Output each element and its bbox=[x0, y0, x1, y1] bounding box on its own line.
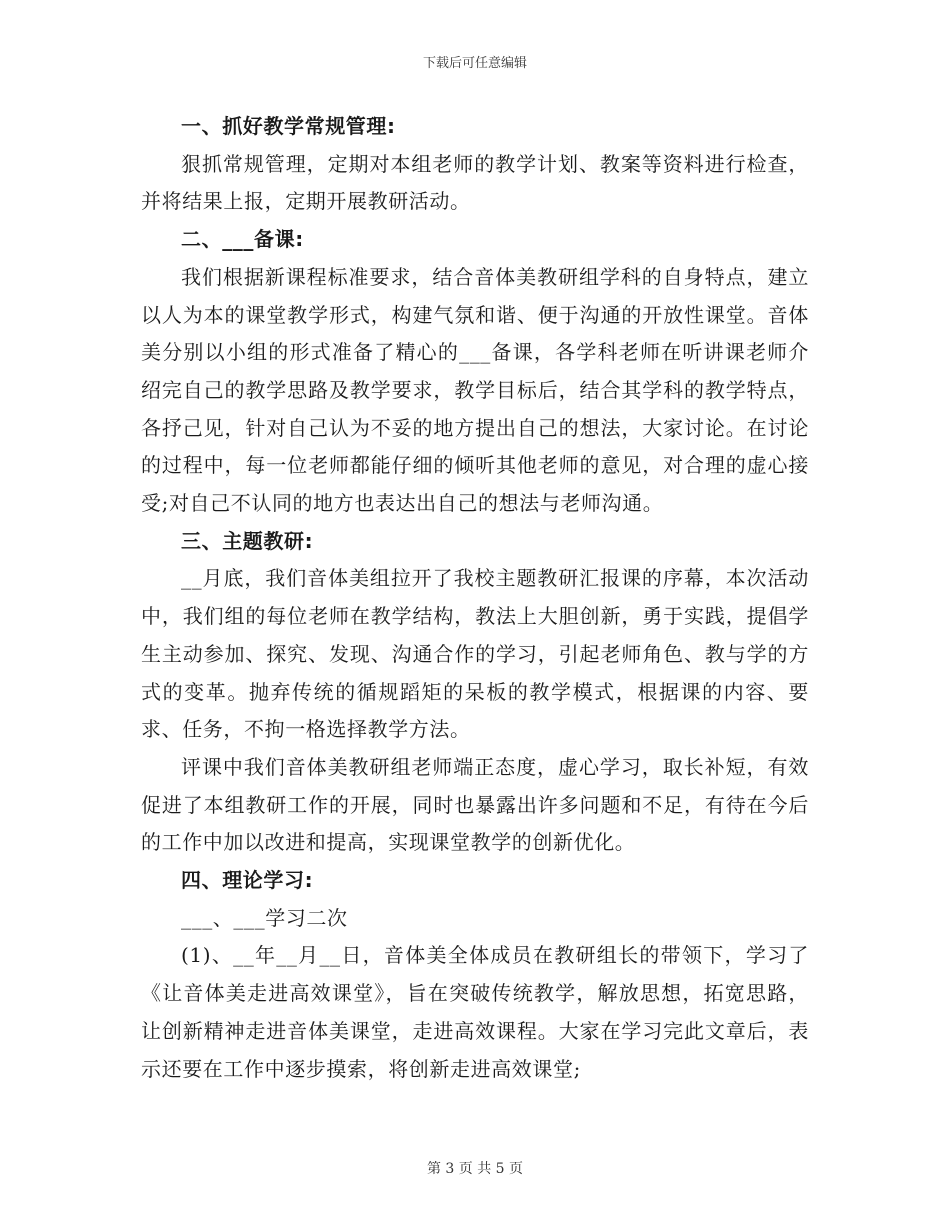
section-heading: 二、___备课: bbox=[181, 227, 304, 252]
body-paragraph: (1)、__年__月__日，音体美全体成员在教研组长的带领下，学习了《让音体美走进高效课堂》，旨在突破传统教学，解放思想，拓宽思路，让创新精神走进音体美课堂，走进高效课程。大家在学习完此文章后，表示还要在工作中逐步摸索，将创新走进高效课堂; bbox=[141, 943, 809, 1081]
body-paragraph: 评课中我们音体美教研组老师端正态度，虚心学习，取长补短，有效促进了本组教研工作的开展，同时也暴露出许多问题和不足，有待在今后的工作中加以改进和提高，实现课堂教学的创新优化。 bbox=[141, 754, 809, 855]
document-body bbox=[141, 108, 809, 1088]
section-heading: 四、理论学习: bbox=[181, 868, 314, 893]
page-number: 第 3 页 共 5 页 bbox=[426, 1161, 524, 1177]
body-paragraph: __月底，我们音体美组拉开了我校主题教研汇报课的序幕，本次活动中，我们组的每位老师在教学结构，教法上大胆创新，勇于实践，提倡学生主动参加、探究、发现、沟通合作的学习，引起老师角色、教与学的方式的变革。抛弃传统的循规蹈矩的呆板的教学模式，根据课的内容、要求、任务，不拘一格选择教学方法。 bbox=[141, 566, 809, 742]
body-paragraph: 我们根据新课程标准要求，结合音体美教研组学科的自身特点，建立以人为本的课堂教学形式，构建气氛和谐、便于沟通的开放性课堂。音体美分别以小组的形式准备了精心的___备课，各学科老师在听讲课老师介绍完自己的教学思路及教学要求，教学目标后，结合其学科的教学特点，各抒己见，针对自己认为不妥的地方提出自己的想法，大家讨论。在讨论的过程中，每一位老师都能仔细的倾听其他老师的意见，对合理的虚心接受;对自己不认同的地方也表达出自己的想法与老师沟通。 bbox=[141, 264, 809, 516]
page-header: 下载后可任意编辑 bbox=[422, 56, 527, 71]
section-heading: 三、主题教研: bbox=[181, 528, 314, 553]
body-paragraph: 狠抓常规管理，定期对本组老师的教学计划、教案等资料进行检查，并将结果上报，定期开展教研活动。 bbox=[141, 151, 809, 214]
body-paragraph: ___、___学习二次 bbox=[181, 905, 348, 930]
section-heading: 一、抓好教学常规管理: bbox=[181, 114, 396, 138]
